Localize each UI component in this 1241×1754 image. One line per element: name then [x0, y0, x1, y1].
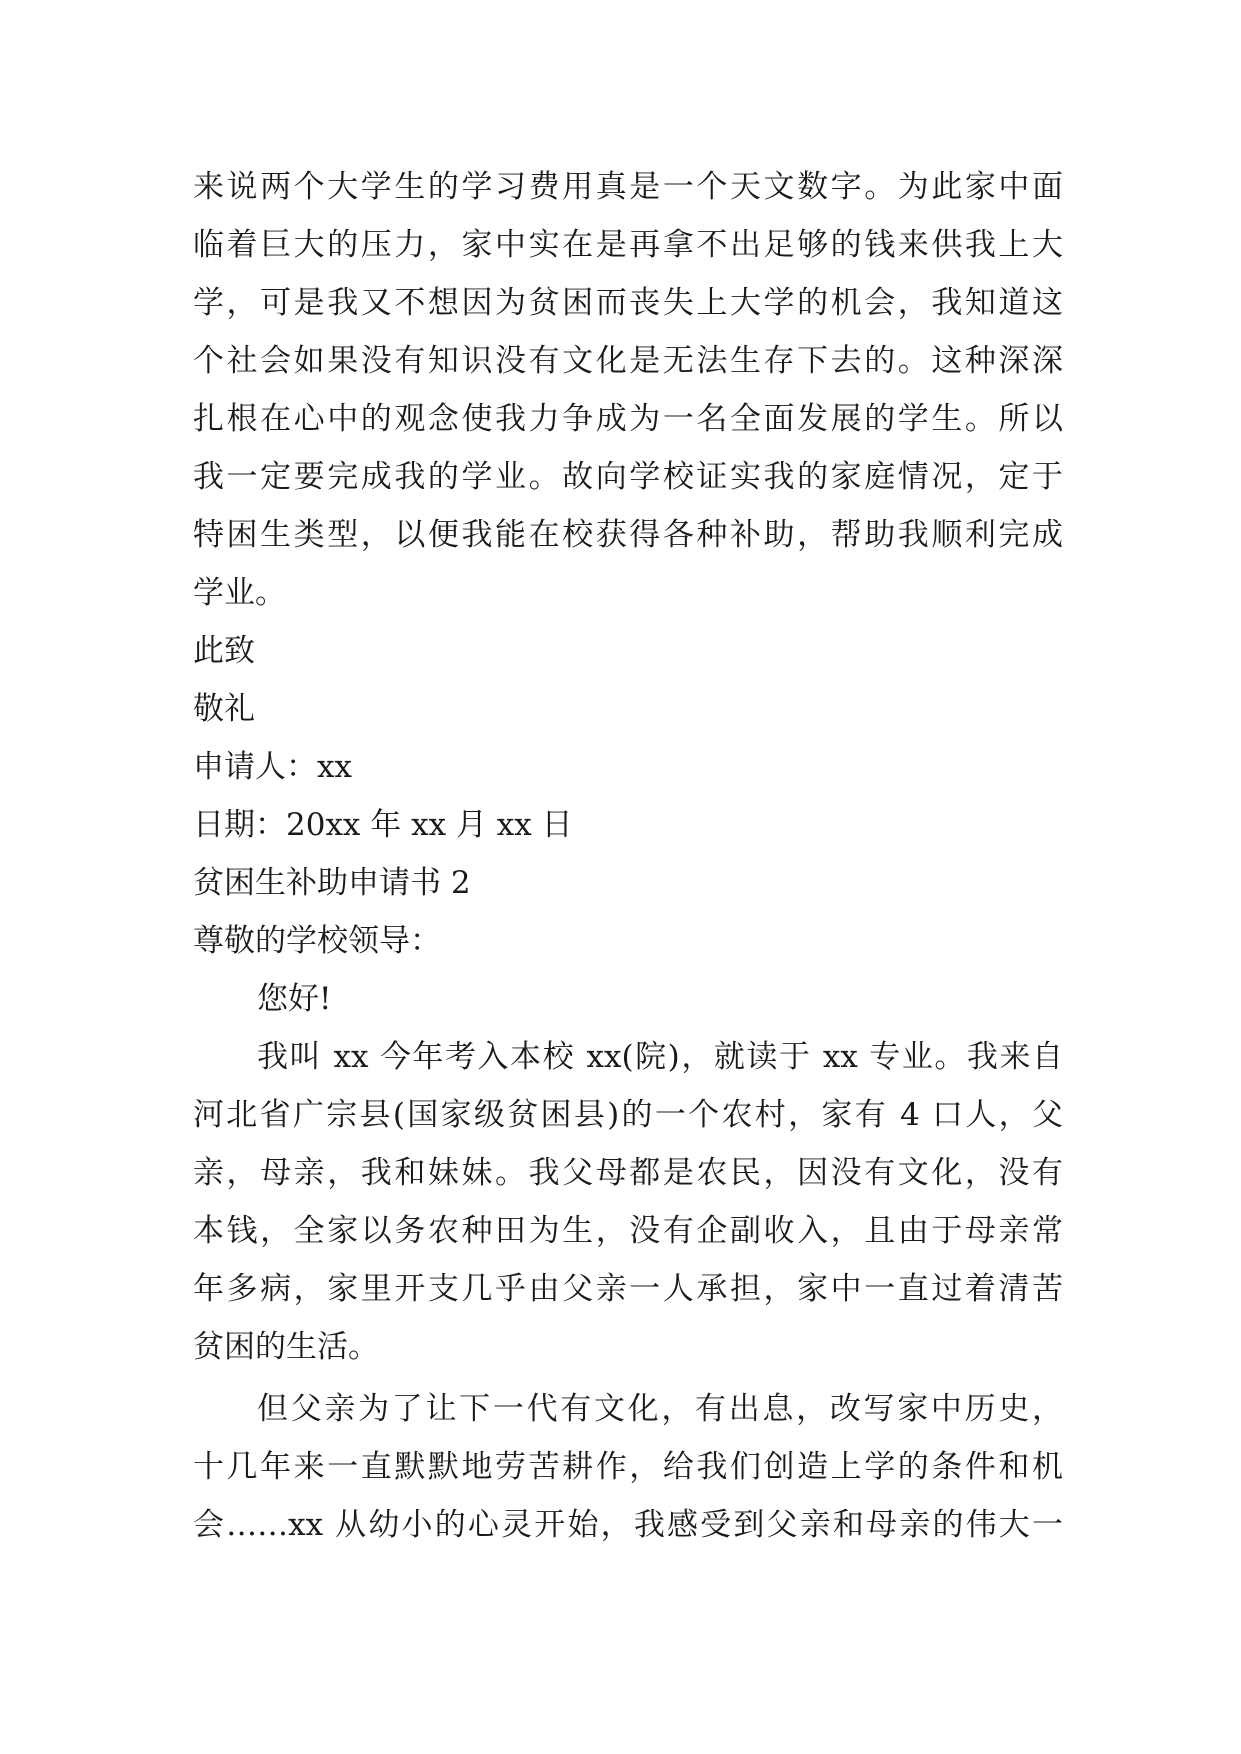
text-line: 特困生类型，以便我能在校获得各种补助，帮助我顺利完成 [193, 517, 1063, 553]
paragraph-intro [193, 1028, 1063, 1376]
text-line: 但父亲为了让下一代有文化，有出息，改写家中历史， [257, 1391, 1063, 1427]
text-line: 贫困的生活。 [193, 1329, 379, 1365]
closing-line-2: 敬礼 [193, 691, 255, 727]
document-body [193, 158, 1063, 1554]
greeting: 您好! [257, 981, 332, 1017]
text-line: 亲，母亲，我和妹妹。我父母都是农民，因没有文化，没有 [193, 1155, 1063, 1191]
text-line: 河北省广宗县(国家级贫困县)的一个农村，家有 4 口人，父 [193, 1097, 1063, 1133]
text-line: 年多病，家里开支几乎由父亲一人承担，家中一直过着清苦 [193, 1271, 1063, 1307]
text-line: 我叫 xx 今年考入本校 xx(院)，就读于 xx 专业。我来自 [257, 1039, 1063, 1075]
text-line: 十几年来一直默默地劳苦耕作，给我们创造上学的条件和机 [193, 1449, 1063, 1485]
date-line: 日期：20xx 年 xx 月 xx 日 [193, 807, 573, 843]
text-line: 我一定要完成我的学业。故向学校证实我的家庭情况，定于 [193, 459, 1063, 495]
paragraph-father [193, 1380, 1063, 1554]
text-line: 会……xx 从幼小的心灵开始，我感受到父亲和母亲的伟大一 [193, 1507, 1063, 1543]
closing-line-1: 此致 [193, 633, 255, 669]
section-title: 贫困生补助申请书 2 [193, 865, 471, 901]
text-line: 学，可是我又不想因为贫困而丧失上大学的机会，我知道这 [193, 285, 1063, 321]
text-line: 扎根在心中的观念使我力争成为一名全面发展的学生。所以 [193, 401, 1063, 437]
text-line: 临着巨大的压力，家中实在是再拿不出足够的钱来供我上大 [193, 227, 1063, 263]
applicant-line: 申请人：xx [193, 749, 352, 785]
text-line: 个社会如果没有知识没有文化是无法生存下去的。这种深深 [193, 343, 1063, 379]
text-line: 学业。 [193, 575, 286, 611]
text-line: 来说两个大学生的学习费用真是一个天文数字。为此家中面 [193, 169, 1063, 205]
text-line: 本钱，全家以务农种田为生，没有企副收入，且由于母亲常 [193, 1213, 1063, 1249]
paragraph-continuation [193, 158, 1063, 622]
salutation: 尊敬的学校领导： [193, 923, 441, 959]
